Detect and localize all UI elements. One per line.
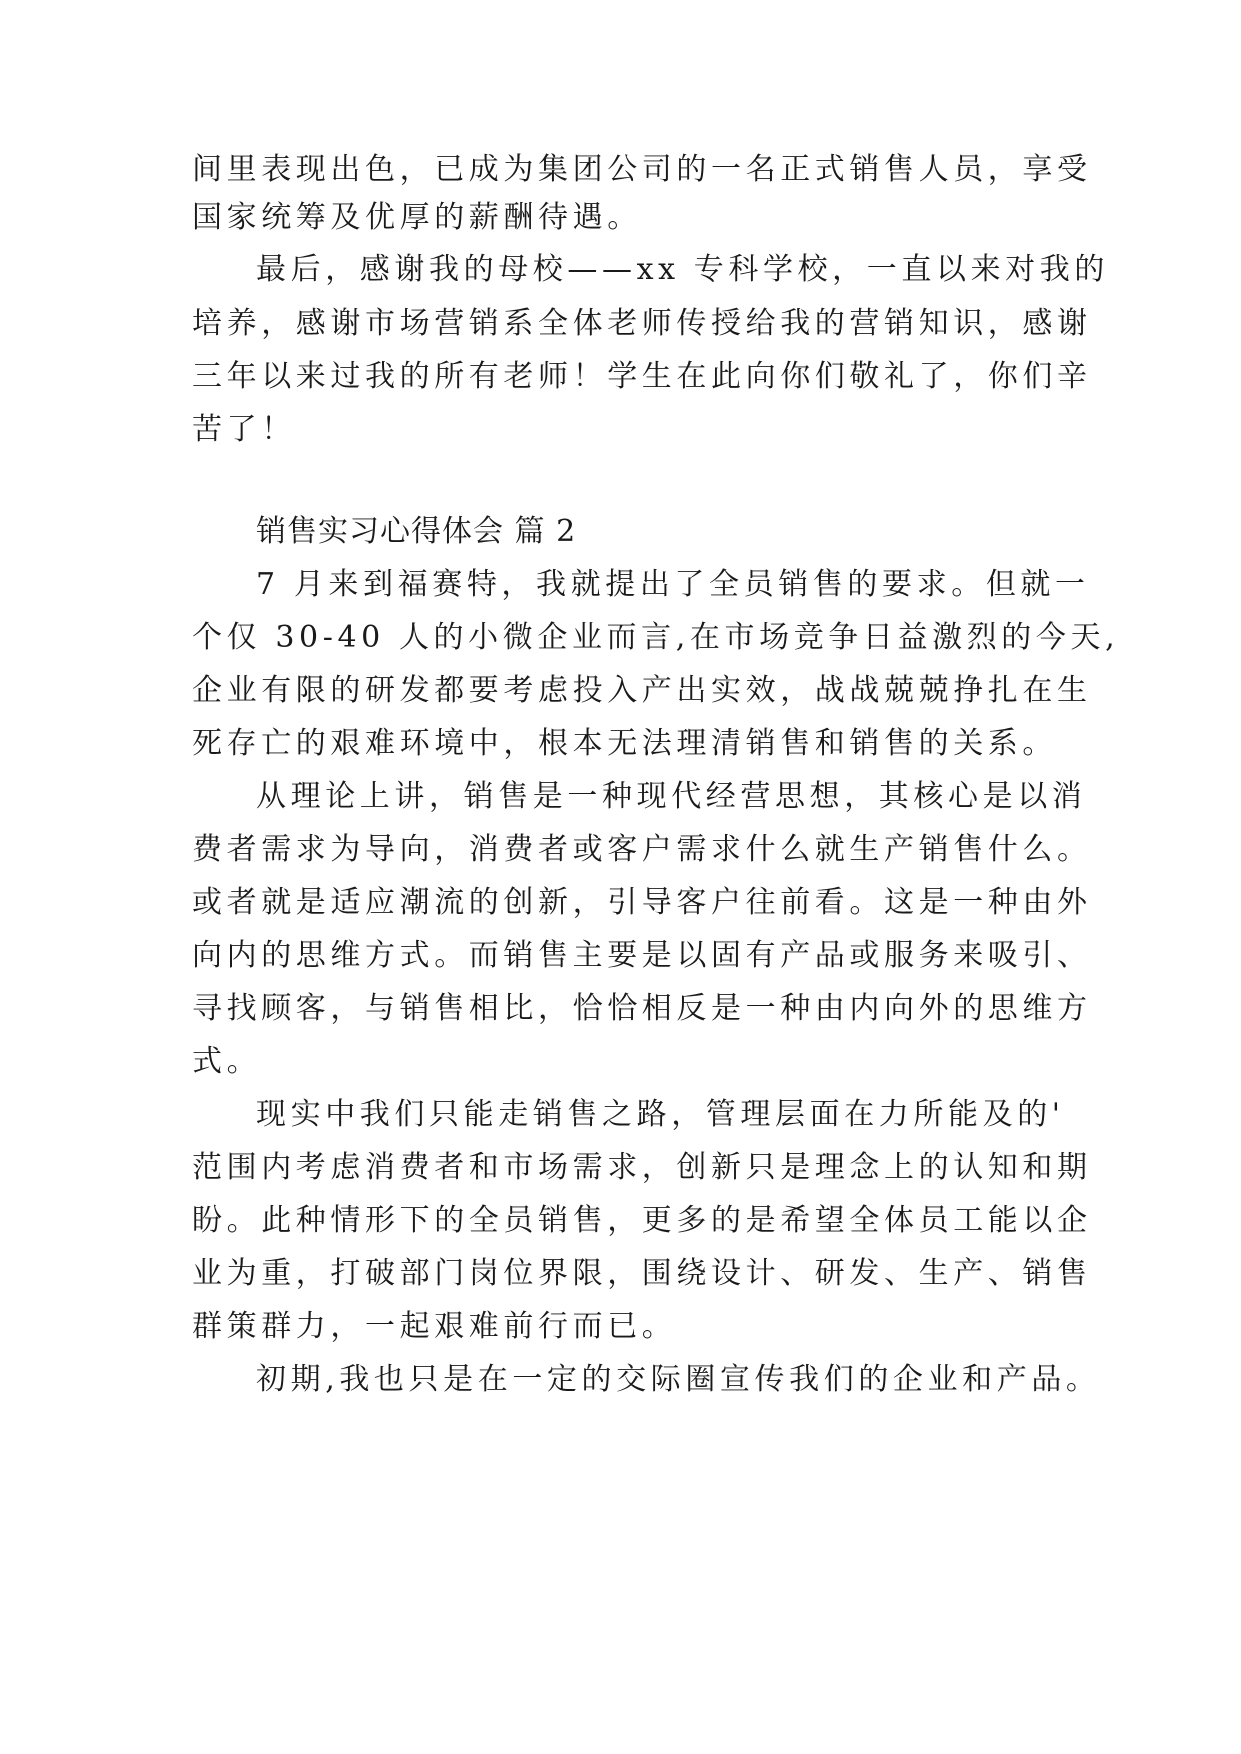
paragraph-line: 国家统筹及优厚的薪酬待遇。: [192, 200, 642, 235]
paragraph-line: 个仅 30-40 人的小微企业而言,在市场竞争日益激烈的今天,: [192, 620, 1120, 655]
paragraph-line: 费者需求为导向，消费者或客户需求什么就生产销售什么。: [192, 832, 1092, 867]
paragraph-line: 死存亡的艰难环境中，根本无法理清销售和销售的关系。: [192, 726, 1057, 761]
paragraph-line: 从理论上讲，销售是一种现代经营思想，其核心是以消: [256, 779, 1087, 814]
paragraph-line: 式。: [192, 1044, 262, 1079]
paragraph-line: 7 月来到福赛特，我就提出了全员销售的要求。但就一: [256, 567, 1090, 602]
paragraph-line: 现实中我们只能走销售之路，管理层面在力所能及的': [256, 1097, 1065, 1132]
paragraph-line: 寻找顾客，与销售相比，恰恰相反是一种由内向外的思维方: [192, 991, 1092, 1026]
paragraph-line: 最后，感谢我的母校——xx 专科学校，一直以来对我的: [256, 252, 1109, 287]
paragraph-line: 盼。此种情形下的全员销售，更多的是希望全体员工能以企: [192, 1203, 1092, 1238]
paragraph-line: 业为重，打破部门岗位界限，围绕设计、研发、生产、销售: [192, 1256, 1092, 1291]
paragraph-line: 范围内考虑消费者和市场需求，创新只是理念上的认知和期: [192, 1150, 1092, 1185]
section-title: 销售实习心得体会 篇 2: [256, 514, 577, 549]
paragraph-line: 或者就是适应潮流的创新，引导客户往前看。这是一种由外: [192, 885, 1092, 920]
paragraph-line: 苦了！: [192, 412, 296, 447]
paragraph-line: 间里表现出色，已成为集团公司的一名正式销售人员，享受: [192, 152, 1092, 187]
paragraph-line: 初期,我也只是在一定的交际圈宣传我们的企业和产品。: [256, 1362, 1101, 1397]
paragraph-line: 企业有限的研发都要考虑投入产出实效，战战兢兢挣扎在生: [192, 673, 1092, 708]
paragraph-line: 三年以来过我的所有老师！学生在此向你们敬礼了，你们辛: [192, 359, 1092, 394]
paragraph-line: 群策群力，一起艰难前行而已。: [192, 1309, 677, 1344]
paragraph-line: 培养，感谢市场营销系全体老师传授给我的营销知识，感谢: [192, 306, 1092, 341]
paragraph-line: 向内的思维方式。而销售主要是以固有产品或服务来吸引、: [192, 938, 1092, 973]
